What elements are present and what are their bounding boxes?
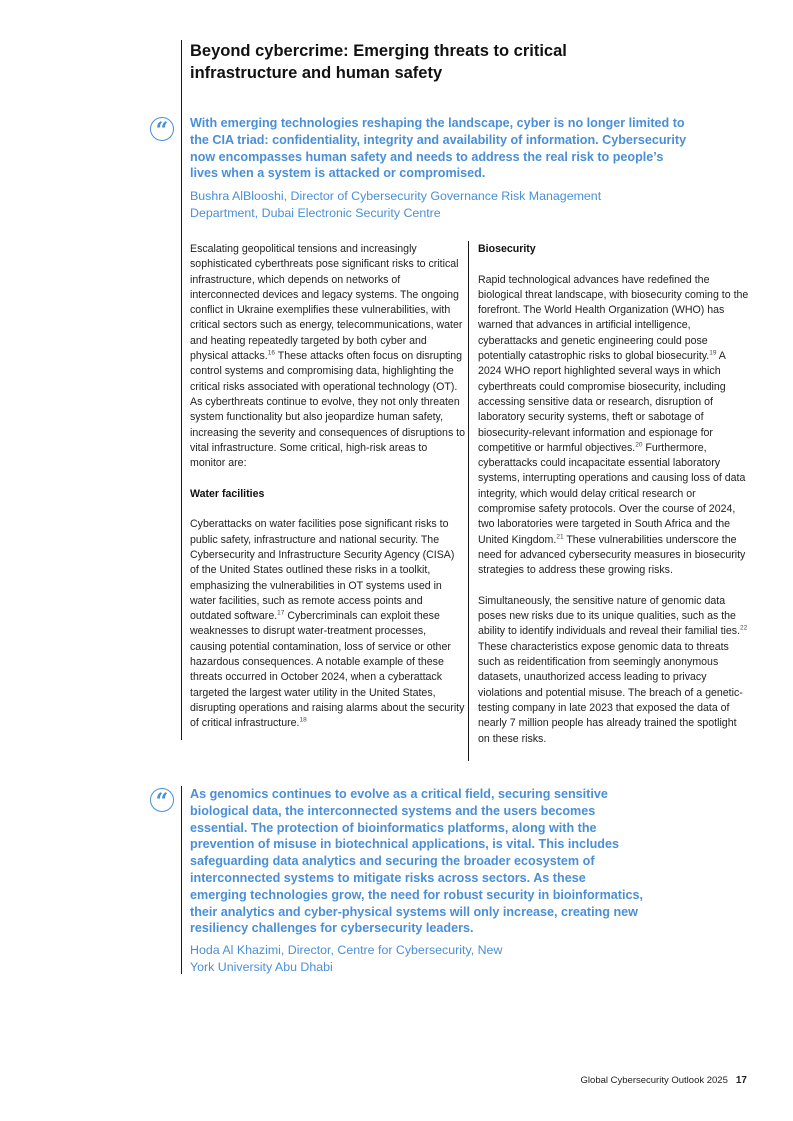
section-heading-water: Water facilities [190,487,265,500]
right-column [478,242,750,747]
footnote-ref: 19 [709,349,717,357]
quote-attribution: Bushra AlBlooshi, Director of Cybersecurity Governance Risk Management Department, Dubai Electronic Security Centre [190,189,602,220]
intro-paragraph: Escalating geopolitical tensions and increasingly sophisticated cyberthreats pose significant risks to critical infrastructure, which depends on networks of interconnected devices and legacy systems. The ongoing conflict in Ukraine exemplifies these vulnerabilities, with critical sectors such as energy, telecommunications, water and heating repeatedly targeted by both cyber and physical attacks.$^{16}$ These attacks often focus on disrupting control systems and compromising data, highlighting the critical risks associated with operational technology (OT). As cyberthreats continue to evolve, they not only threaten system functionality but also jeopardize human safety, increasing the severity and consequences of disruptions to vital infrastructure. Some critical, high-risk areas to monitor are: [190,243,466,470]
page-title: Beyond cybercrime: Emerging threats to critical infrastructure and human safety [190,42,567,82]
footnote-ref: 16 [267,349,275,357]
water-paragraph: Cyberattacks on water facilities pose significant risks to public safety, infrastructure and national security. The Cybersecurity and Infrastructure Security Agency (CISA) of the United States outlined these risks in a toolkit, emphasizing the vulnerabilities in OT systems used in water facilities, such as remote access points and outdated software.$^{17}$ Cybercriminals can exploit these weaknesses to disrupt water-treatment processes, causing potential contamination, loss of service or other hazardous consequences. A notable example of these threats occurred in October 2024, when a cyberattack targeted the largest water utility in the United States, disrupting operations and raising alarms about the security of critical infrastructure.$^{18}$ [190,518,465,730]
quote2-rule [181,786,182,974]
quote-attribution: Hoda Al Khazimi, Director, Centre for Cybersecurity, New York University Abu Dhabi [190,943,503,974]
quote-mark-icon: “ [150,117,174,141]
genomic-paragraph: Simultaneously, the sensitive nature of genomic data poses new risks due to its unique qualities, such as the ability to identify individuals and reveal their familial ties.$^{22}$ These characteristics expose genomic data to threats such as reidentification from seemingly anonymous datasets, unauthorized access leading to privacy violations and potential misuse. The breach of a genetic-testing company in late 2023 that exposed the data of nearly 7 million people has already trained the spotlight on these risks. [478,594,748,745]
footnote-ref: 17 [277,609,285,617]
publication-name: Global Cybersecurity Outlook 2025 [580,1075,728,1086]
section-heading-biosecurity: Biosecurity [478,243,536,255]
column-divider [468,241,469,761]
page-number: 17 [735,1075,747,1086]
footnote-ref: 20 [635,441,643,449]
biosecurity-paragraph: Rapid technological advances have redefined the biological threat landscape, with biosecurity coming to the forefront. The World Health Organization (WHO) has warned that advances in artificial intelligence, cyberattacks and genetic engineering could pose potentially catastrophic risks to global biosecurity.$^{19}$ A 2024 WHO report highlighted several ways in which cyberthreats could compromise biosecurity, including accessing sensitive data or research, disruption of laboratory security systems, theft or sabotage of biosecurity-relevant information and espionage for competitive or harmful objectives.$^{20}$ Furthermore, cyberattacks could incapacitate essential laboratory systems, interrupting operations and causing loss of data integrity, which would delay critical research or compromise safety protocols. Over the course of 2024, two laboratories were targeted in South Africa and the United Kingdom.$^{21}$ These vulnerabilities underscore the need for advanced cybersecurity measures in biosecurity strategies to address these growing risks. [478,273,749,577]
footnote-ref: 22 [740,624,748,632]
footnote-ref: 21 [556,533,564,541]
pull-quote: As genomics continues to evolve as a critical field, securing sensitive biological data, the interconnected systems and the users becomes essential. The protection of bioinformatics platforms, along with the prevention of misuse in biotechnical applications, is vital. This includes safeguarding data analytics and securing the broader ecosystem of interconnected systems to mitigate risks across sectors. As these emerging technologies grow, the need for robust security in bioinformatics, their analytics and cyber-physical systems will only increase, creating new resiliency challenges for cybersecurity leaders. [190,787,643,936]
title-rule [181,40,182,740]
left-column [190,242,465,732]
pull-quote: With emerging technologies reshaping the landscape, cyber is no longer limited to the CIA triad: confidentiality, integrity and availability of information. Cybersecurity now encompasses human safety and needs to address the real risk to people’s lives when a system is attacked or compromised. [190,116,687,181]
footnote-ref: 18 [299,716,307,724]
page-footer [581,1075,747,1086]
quote-mark-icon: “ [150,788,174,812]
